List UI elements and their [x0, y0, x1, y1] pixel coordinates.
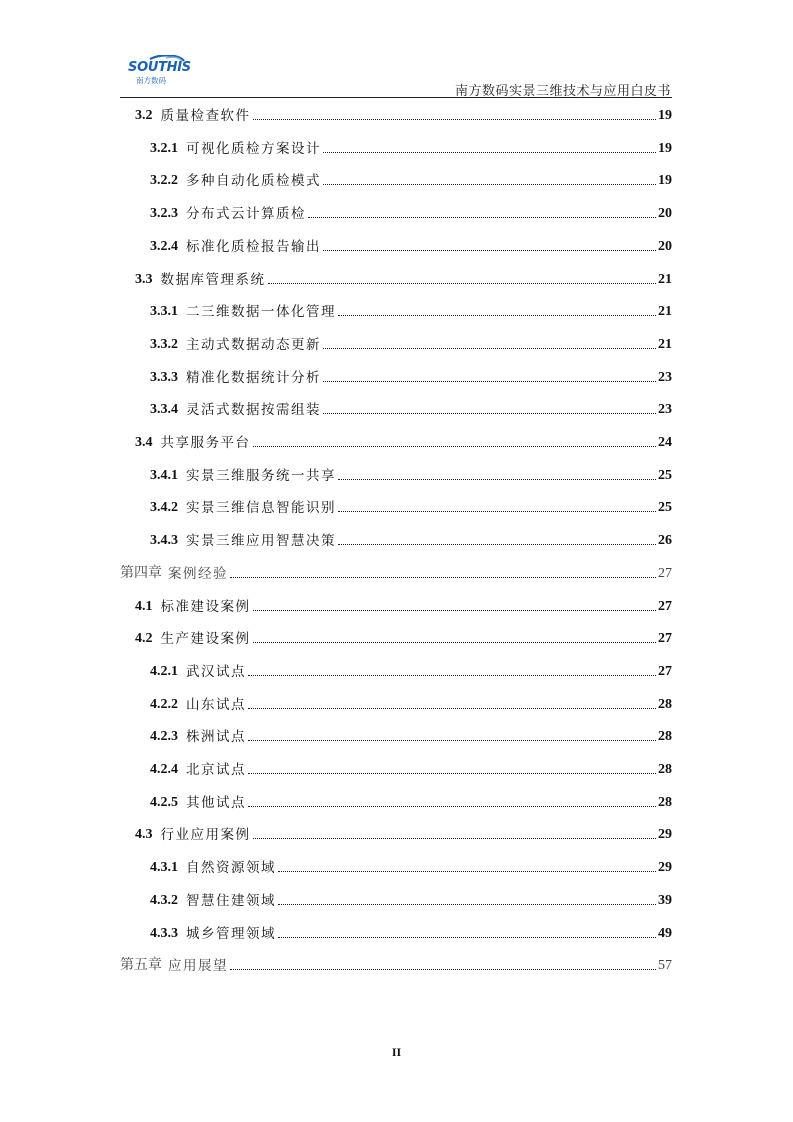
- toc-entry-page: 19: [658, 173, 672, 189]
- toc-entry-title: 精准化数据统计分析: [186, 369, 321, 386]
- toc-entry-page: 28: [658, 794, 672, 810]
- toc-dot-leader: [278, 871, 656, 872]
- toc-entry[interactable]: [120, 756, 672, 778]
- toc-entry[interactable]: [120, 135, 672, 157]
- toc-entry[interactable]: [120, 625, 672, 647]
- toc-entry[interactable]: [120, 952, 672, 974]
- toc-entry-number: 3.4: [135, 435, 153, 450]
- toc-entry-page: 19: [658, 140, 672, 156]
- toc-entry-title: 实景三维信息智能识别: [186, 500, 336, 517]
- toc-entry-title: 可视化质检方案设计: [186, 140, 321, 157]
- toc-entry[interactable]: [120, 364, 672, 386]
- toc-entry-title: 共享服务平台: [160, 435, 251, 451]
- toc-entry[interactable]: [120, 887, 672, 909]
- toc-entry-title: 自然资源领域: [186, 860, 276, 877]
- toc-entry[interactable]: [120, 593, 672, 615]
- toc-entry[interactable]: [120, 658, 672, 680]
- toc-dot-leader: [268, 283, 657, 284]
- toc-entry-title: 二三维数据一体化管理: [186, 304, 336, 321]
- toc-entry-number: 第五章: [120, 958, 162, 974]
- toc-entry[interactable]: [120, 233, 672, 255]
- toc-entry-title: 城乡管理领域: [186, 925, 276, 942]
- toc-entry-title: 标准化质检报告输出: [186, 238, 321, 255]
- toc-entry-number: 4.2: [135, 631, 153, 647]
- toc-dot-leader: [323, 348, 656, 349]
- toc-entry-title: 实景三维应用智慧决策: [186, 533, 336, 550]
- toc-entry-number: 3.3: [135, 271, 153, 287]
- toc-entry[interactable]: [120, 266, 672, 288]
- toc-entry[interactable]: [120, 527, 672, 549]
- toc-entry-page: 28: [658, 729, 672, 745]
- toc-dot-leader: [323, 413, 656, 414]
- toc-dot-leader: [253, 838, 657, 839]
- toc-dot-leader: [338, 511, 656, 512]
- toc-entry-title: 行业应用案例: [160, 827, 251, 844]
- toc-entry-page: 20: [658, 238, 672, 254]
- toc-entry-number: 3.2.2: [150, 173, 178, 189]
- toc-dot-leader: [278, 937, 656, 938]
- toc-entry-number: 4.2.4: [150, 762, 178, 777]
- toc-entry-page: 27: [658, 565, 672, 581]
- toc-entry-title: 分布式云计算质检: [186, 206, 306, 223]
- toc-dot-leader: [338, 315, 656, 316]
- toc-entry[interactable]: [120, 723, 672, 745]
- toc-dot-leader: [248, 740, 656, 741]
- toc-entry-number: 3.4.3: [150, 533, 178, 549]
- toc-entry-page: 25: [658, 500, 672, 516]
- toc-dot-leader: [230, 577, 656, 578]
- toc-entry-number: 4.3.2: [150, 892, 178, 908]
- toc-entry-title: 其他试点: [186, 794, 246, 811]
- toc-entry-page: 21: [658, 271, 672, 287]
- toc-dot-leader: [230, 969, 656, 970]
- toc-dot-leader: [323, 381, 656, 382]
- toc-entry-page: 29: [658, 827, 672, 843]
- toc-entry-title: 数据库管理系统: [160, 271, 266, 288]
- toc-entry-title: 株洲试点: [186, 729, 246, 746]
- toc-entry-number: 3.3.1: [150, 304, 178, 320]
- toc-entry-page: 26: [658, 533, 672, 549]
- toc-dot-leader: [248, 675, 656, 676]
- toc-entry-page: 28: [658, 762, 672, 777]
- toc-dot-leader: [248, 708, 656, 709]
- toc-entry-page: 20: [658, 206, 672, 222]
- toc-dot-leader: [323, 184, 656, 185]
- toc-entry-title: 山东试点: [186, 696, 246, 713]
- toc-entry-number: 3.4.1: [150, 467, 178, 483]
- toc-entry[interactable]: [120, 789, 672, 811]
- toc-dot-leader: [338, 479, 656, 480]
- toc-entry[interactable]: [120, 691, 672, 713]
- toc-entry-title: 智慧住建领域: [186, 892, 276, 909]
- toc-entry-page: 27: [658, 598, 672, 614]
- toc-entry[interactable]: [120, 920, 672, 942]
- toc-dot-leader: [338, 544, 656, 545]
- toc-entry-number: 4.2.1: [150, 663, 178, 679]
- toc-entry-title: 主动式数据动态更新: [186, 336, 321, 353]
- toc-entry-page: 24: [658, 435, 672, 450]
- toc-entry-page: 27: [658, 631, 672, 647]
- toc-entry-number: 4.3.3: [150, 925, 178, 941]
- toc-entry[interactable]: [120, 854, 672, 876]
- toc-entry-page: 29: [658, 860, 672, 876]
- toc-dot-leader: [253, 610, 657, 611]
- document-header-title: 南方数码实景三维技术与应用白皮书: [454, 84, 671, 99]
- toc-entry[interactable]: [120, 396, 672, 418]
- toc-dot-leader: [248, 773, 656, 774]
- toc-entry-number: 4.2.5: [150, 794, 178, 810]
- toc-entry-page: 19: [658, 108, 672, 123]
- toc-entry-number: 3.2.1: [150, 140, 178, 156]
- toc-entry-page: 28: [658, 696, 672, 712]
- toc-entry-number: 4.2.2: [150, 696, 178, 712]
- southis-logo: [128, 55, 191, 87]
- toc-entry-title: 质量检查软件: [160, 108, 251, 124]
- toc-entry[interactable]: [120, 462, 672, 484]
- toc-entry-page: 21: [658, 304, 672, 320]
- toc-entry-page: 27: [658, 663, 672, 679]
- toc-dot-leader: [308, 217, 656, 218]
- toc-entry-number: 3.2: [135, 108, 153, 123]
- toc-entry-page: 23: [658, 369, 672, 385]
- toc-entry-title: 武汉试点: [186, 663, 246, 680]
- toc-dot-leader: [253, 446, 657, 447]
- toc-dot-leader: [248, 806, 656, 807]
- toc-entry-number: 第四章: [120, 565, 162, 581]
- toc-entry-title: 案例经验: [168, 565, 228, 582]
- toc-dot-leader: [253, 642, 657, 643]
- toc-entry-page: 49: [658, 925, 672, 941]
- toc-dot-leader: [278, 904, 656, 905]
- toc-entry[interactable]: [120, 429, 672, 451]
- toc-entry-number: 4.3: [135, 827, 153, 843]
- toc-entry-title: 北京试点: [186, 762, 246, 778]
- logo-subtext: 南方数码: [136, 76, 166, 85]
- toc-dot-leader: [323, 250, 656, 251]
- toc-entry-page: 39: [658, 892, 672, 908]
- toc-entry-number: 3.3.2: [150, 336, 178, 352]
- toc-entry-number: 4.1: [135, 598, 153, 614]
- toc-entry-title: 生产建设案例: [160, 631, 251, 648]
- toc-entry-number: 4.3.1: [150, 860, 178, 876]
- toc-entry-page: 25: [658, 467, 672, 483]
- toc-entry-number: 3.3.4: [150, 402, 178, 418]
- toc-entry-title: 应用展望: [168, 958, 228, 975]
- toc-entry-number: 3.4.2: [150, 500, 178, 516]
- logo-wordmark: SOUTHIS: [128, 60, 191, 75]
- toc-dot-leader: [253, 119, 657, 120]
- toc-entry[interactable]: [120, 102, 672, 124]
- toc-entry-number: 3.2.3: [150, 206, 178, 222]
- toc-entry[interactable]: [120, 298, 672, 320]
- toc-entry-page: 57: [658, 958, 672, 974]
- toc-entry[interactable]: [120, 167, 672, 189]
- toc-entry-page: 23: [658, 402, 672, 418]
- header-rule: [120, 97, 672, 98]
- toc-entry-title: 灵活式数据按需组装: [186, 402, 321, 419]
- toc-entry[interactable]: [120, 331, 672, 353]
- toc-entry-title: 实景三维服务统一共享: [186, 467, 336, 484]
- toc-dot-leader: [323, 152, 656, 153]
- toc-entry-number: 3.2.4: [150, 238, 178, 254]
- toc-entry-title: 标准建设案例: [160, 598, 251, 615]
- toc-entry-number: 4.2.3: [150, 729, 178, 745]
- toc-entry[interactable]: [120, 560, 672, 582]
- toc-entry[interactable]: [120, 821, 672, 843]
- toc-entry-page: 21: [658, 336, 672, 352]
- toc-entry[interactable]: [120, 494, 672, 516]
- toc-entry-title: 多种自动化质检模式: [186, 173, 321, 190]
- toc-entry[interactable]: [120, 200, 672, 222]
- toc-entry-number: 3.3.3: [150, 369, 178, 385]
- page-number: II: [391, 1045, 402, 1059]
